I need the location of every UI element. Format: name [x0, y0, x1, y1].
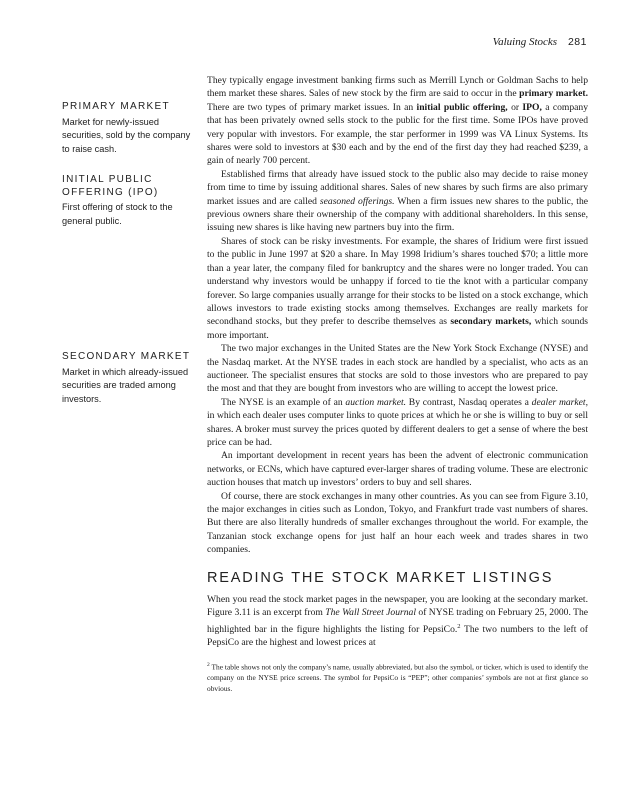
key-term: primary market.	[519, 88, 588, 100]
page-number: 281	[567, 36, 587, 48]
paragraph: The NYSE is an example of an auction market. By contrast, Nasdaq operates a dealer market, in which each dealer uses computer links to quote prices at which he or she is willing to buy or sell shares. A broker must survey the prices quoted by different dealers to get a sense of where the best price can be had.	[207, 396, 588, 448]
paragraph: An important development in recent years has been the advent of electronic communication networks, or ECNs, which have captured ever-larger shares of trading volume. These are electronic auction houses that match up investors’ orders to buy and sell shares.	[207, 450, 588, 489]
key-term: secondary markets,	[450, 316, 532, 328]
section-heading: READING THE STOCK MARKET LISTINGS	[207, 569, 554, 586]
body-text	[207, 74, 588, 694]
margin-note-secondary-market	[62, 351, 194, 406]
paragraph: Established firms that already have issued stock to the public also may decide to raise money from time to time by issuing additional shares. Sales of new shares by such firms are also primary market issues and are called seasoned offerings. When a firm issues new shares to the public, the previous owners share their ownership of the company with additional shareholders. In this sense, issuing new shares is like having new partners buy into the firm.	[207, 168, 589, 234]
footnote: $^2$ The table shows not only the company’s name, usually abbreviated, but also the symbol, or ticker, which is used to identify the company on the NYSE price screens. The symbol for PepsiCo is “PEP”; other companies’ symbols are not at first glance so obvious.	[207, 661, 588, 694]
running-title: Valuing Stocks	[492, 36, 558, 48]
margin-note-ipo	[62, 174, 194, 228]
margin-term: INITIAL PUBLIC OFFERING (IPO)	[62, 174, 159, 198]
paragraph: They typically engage investment banking firms such as Merrill Lynch or Goldman Sachs to help them market these shares. Sales of new stock by the firm are said to occur in the primary market. There are two types of primary market issues. In an initial public offering, or IPO, a company that has been privately owned sells stock to the public for the first time. Some IPOs have proved very popular with investors. For example, the star performer in 1999 was VA Linux Systems. Its shares were sold to investors at $30 each and by the end of the first day they had reached $239, a gain of nearly 700 percent.	[207, 75, 588, 167]
footnote-number: 2	[207, 661, 210, 668]
key-term: IPO,	[522, 101, 542, 113]
running-header	[493, 36, 587, 48]
margin-term: PRIMARY MARKET	[62, 101, 170, 112]
margin-definition: First offering of stock to the general public.	[62, 202, 173, 226]
margin-definition: Market for newly-issued securities, sold by the company to raise cash.	[62, 116, 191, 154]
paragraph: Of course, there are stock exchanges in many other countries. As you can see from Figure 3.10, the major exchanges in cities such as London, Tokyo, and Frankfurt trade vast numbers of shares. But there are also literally hundreds of smaller exchanges throughout the world. For example, the Tanzanian stock exchange opens for just half an hour each week and trades shares in two companies.	[207, 490, 588, 556]
footnote-marker: 2	[457, 622, 461, 630]
paragraph: When you read the stock market pages in the newspaper, you are looking at the secondary market. Figure 3.11 is an excerpt from The Wall Street Journal of NYSE trading on February 25, 2000. The highlighted bar in the figure highlights the listing for PepsiCo.$^2$ The two numbers to the left of PepsiCo are the highest and lowest prices at	[207, 594, 589, 649]
margin-term: SECONDARY MARKET	[62, 351, 191, 362]
margin-note-primary-market	[62, 101, 194, 156]
paragraph: Shares of stock can be risky investments. For example, the shares of Iridium were first issued to the public in June 1997 at $20 a share. In May 1998 Iridium’s shares touched $70; a little more than a year later, the company filed for bankruptcy and the shares were no longer traded. You can understand why investors would be unhappy if forced to tie the knot with a particular company forever. So large companies usually arrange for their stocks to be listed on a stock exchange, which allows investors to trade existing stocks among themselves. Exchanges are really markets for secondhand stocks, but they prefer to describe themselves as secondary markets, which sounds more important.	[207, 235, 588, 341]
paragraph: The two major exchanges in the United States are the New York Stock Exchange (NYSE) and the Nasdaq market. At the NYSE trades in each stock are handled by a specialist, who acts as an auctioneer. The specialist ensures that stocks are sold to those investors who are prepared to pay the most and that they are bought from investors who are willing to accept the lowest price.	[207, 343, 588, 395]
margin-definition: Market in which already-issued securities are traded among investors.	[62, 366, 189, 404]
key-term: initial public offering,	[416, 101, 508, 113]
